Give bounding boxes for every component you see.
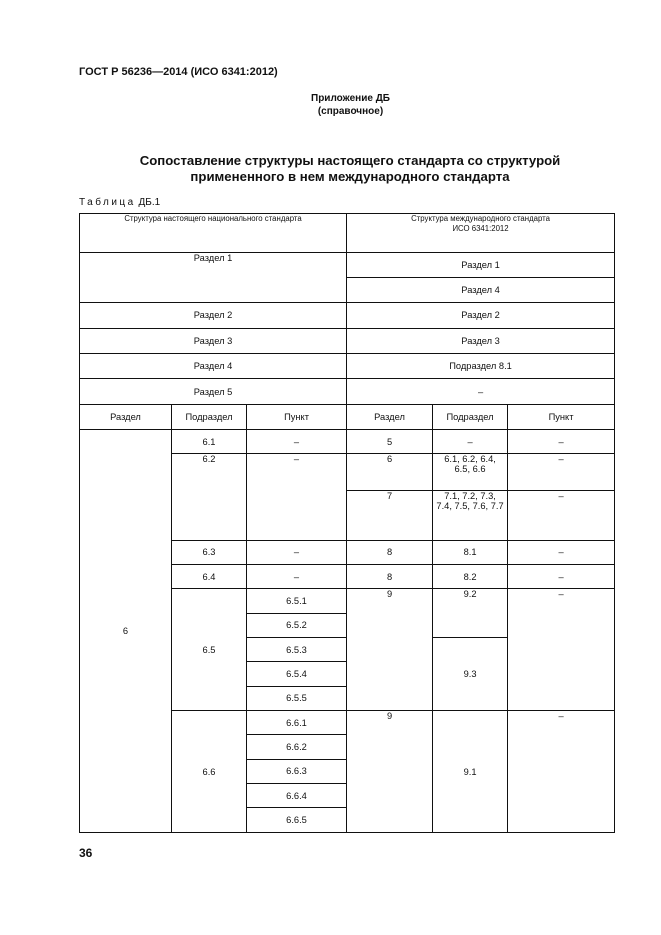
cell-intl-item: –: [508, 564, 615, 588]
cell-sub-6-1: 6.1: [172, 430, 247, 454]
cell-section-6: 6: [80, 430, 172, 833]
cell-intl-sec: 9: [347, 589, 433, 711]
cell-intl-section-3: Раздел 3: [347, 328, 615, 353]
cell-intl-sec: 7: [347, 490, 433, 540]
cell-national-section-2: Раздел 2: [80, 303, 347, 328]
cell-item: –: [247, 564, 347, 588]
cell-intl-section-5-dash: –: [347, 379, 615, 404]
annex-title: Приложение ДБ: [311, 93, 390, 104]
cell-item: –: [247, 540, 347, 564]
cell-intl-sub: 8.2: [433, 564, 508, 588]
cell-item-6-6-1: 6.6.1: [247, 711, 347, 735]
cell-intl-sub: 6.1, 6.2, 6.4, 6.5, 6.6: [433, 454, 508, 491]
cell-item-6-5-4: 6.5.4: [247, 662, 347, 686]
cell-intl-sec: 5: [347, 430, 433, 454]
col-header-subsection: Подраздел: [172, 404, 247, 429]
cell-intl-sub-9-2: 9.2: [433, 589, 508, 638]
header-national-label: Структура настоящего национального стандарта: [124, 214, 302, 223]
table-caption-word: Таблица: [79, 197, 136, 208]
cell-intl-item: –: [508, 430, 615, 454]
cell-item-6-5-2: 6.5.2: [247, 613, 347, 637]
annex-heading: [0, 92, 661, 118]
cell-item-6-6-4: 6.6.4: [247, 784, 347, 808]
table-row: [80, 379, 615, 404]
cell-national-section-1: Раздел 1: [80, 252, 347, 303]
table-row: [80, 430, 615, 454]
page-title-line-1: Сопоставление структуры настоящего стандарта со структурой: [139, 153, 561, 168]
cell-intl-sub: –: [433, 430, 508, 454]
annex-note: (справочное): [317, 106, 384, 117]
page-title: [60, 153, 640, 185]
cell-intl-item: –: [508, 454, 615, 491]
cell-item-6-5-1: 6.5.1: [247, 589, 347, 613]
cell-item-6-6-3: 6.6.3: [247, 759, 347, 783]
cell-intl-sub: 8.1: [433, 540, 508, 564]
cell-intl-sub-9-1: 9.1: [433, 711, 508, 833]
cell-intl-section-1: Раздел 1: [347, 252, 615, 277]
cell-national-section-4: Раздел 4: [80, 353, 347, 378]
col-header-intl-subsection: Подраздел: [433, 404, 508, 429]
header-international-standard: ИСО 6341:2012: [452, 224, 509, 233]
column-header-row: [80, 404, 615, 429]
cell-intl-subsection-8-1: Подраздел 8.1: [347, 353, 615, 378]
cell-sub-6-2: 6.2: [172, 454, 247, 540]
cell-intl-item: –: [508, 540, 615, 564]
header-international-label: Структура международного стандарта: [411, 214, 550, 223]
col-header-section: Раздел: [80, 404, 172, 429]
cell-intl-item: –: [508, 711, 615, 833]
cell-item-6-5-3: 6.5.3: [247, 638, 347, 662]
cell-sub-6-4: 6.4: [172, 564, 247, 588]
cell-intl-sec: 8: [347, 540, 433, 564]
cell-intl-sub: 7.1, 7.2, 7.3, 7.4, 7.5, 7.6, 7.7: [433, 490, 508, 540]
cell-intl-sec: 6: [347, 454, 433, 491]
col-header-item: Пункт: [247, 404, 347, 429]
header-international-structure: [347, 214, 615, 253]
col-header-intl-item: Пункт: [508, 404, 615, 429]
table-row: [80, 303, 615, 328]
cell-intl-item: –: [508, 490, 615, 540]
comparison-table: [79, 213, 615, 833]
cell-intl-sub-9-3: 9.3: [433, 638, 508, 711]
table-row: [80, 252, 615, 277]
table-caption: [79, 197, 160, 208]
cell-national-section-5: Раздел 5: [80, 379, 347, 404]
cell-item-6-6-2: 6.6.2: [247, 735, 347, 759]
cell-intl-section-4: Раздел 4: [347, 277, 615, 302]
cell-sub-6-3: 6.3: [172, 540, 247, 564]
table-caption-id: ДБ.1: [138, 197, 161, 208]
page-number: 36: [79, 846, 93, 860]
cell-intl-item: –: [508, 589, 615, 711]
cell-intl-sec: 8: [347, 564, 433, 588]
cell-item-6-6-5: 6.6.5: [247, 808, 347, 833]
cell-national-section-3: Раздел 3: [80, 328, 347, 353]
cell-item: –: [247, 430, 347, 454]
col-header-intl-section: Раздел: [347, 404, 433, 429]
cell-intl-section-2: Раздел 2: [347, 303, 615, 328]
cell-intl-sec: 9: [347, 711, 433, 833]
header-national-structure: [80, 214, 347, 253]
cell-item-6-5-5: 6.5.5: [247, 686, 347, 710]
table-row: [80, 353, 615, 378]
table-row: [80, 328, 615, 353]
document-code: ГОСТ Р 56236—2014 (ИСО 6341:2012): [79, 66, 278, 78]
page-title-line-2: примененного в нем международного стандарта: [190, 169, 510, 184]
cell-sub-6-6: 6.6: [172, 711, 247, 833]
cell-sub-6-5: 6.5: [172, 589, 247, 711]
cell-item: –: [247, 454, 347, 540]
table-header-row: [80, 214, 615, 253]
